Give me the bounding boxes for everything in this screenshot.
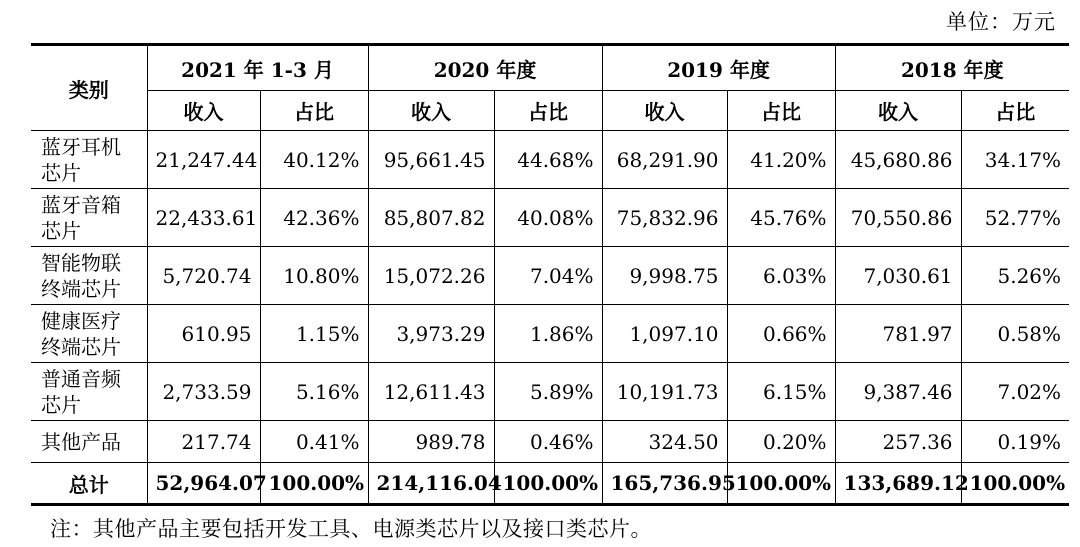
cell-share: 5.16% [260,363,368,421]
revenue-header: 收入 [835,91,961,131]
table-row [31,247,1069,305]
revenue-header: 收入 [147,91,260,131]
cell-revenue: 1,097.10 [602,305,727,363]
cell-share: 0.19% [961,421,1069,463]
cell-share: 1.15% [260,305,368,363]
table-row [31,131,1069,189]
share-header: 占比 [727,91,835,131]
cell-revenue: 2,733.59 [147,363,260,421]
cell-share: 0.46% [494,421,602,463]
unit-label: 单位：万元 [946,10,1056,34]
period-header-2021q1: 2021 年 1-3 月 [147,45,368,91]
cell-share: 5.89% [494,363,602,421]
cell-revenue: 9,387.46 [835,363,961,421]
cell-revenue: 324.50 [602,421,727,463]
cell-revenue: 85,807.82 [368,189,494,247]
cell-share: 6.03% [727,247,835,305]
revenue-table [31,43,1069,506]
total-revenue: 165,736.95 [602,463,727,505]
cell-revenue: 12,611.43 [368,363,494,421]
cell-revenue: 257.36 [835,421,961,463]
cell-revenue: 9,998.75 [602,247,727,305]
cell-share: 45.76% [727,189,835,247]
row-category: 其他产品 [31,421,147,463]
cell-revenue: 75,832.96 [602,189,727,247]
cell-revenue: 610.95 [147,305,260,363]
row-category: 蓝牙音箱芯片 [31,189,147,247]
cell-share: 0.41% [260,421,368,463]
cell-share: 42.36% [260,189,368,247]
total-revenue: 52,964.07 [147,463,260,505]
cell-revenue: 21,247.44 [147,131,260,189]
period-header-2018: 2018 年度 [835,45,1069,91]
cell-revenue: 7,030.61 [835,247,961,305]
share-header: 占比 [494,91,602,131]
table-row [31,363,1069,421]
row-category: 智能物联终端芯片 [31,247,147,305]
category-header: 类别 [31,45,147,131]
revenue-header: 收入 [602,91,727,131]
cell-revenue: 45,680.86 [835,131,961,189]
total-revenue: 133,689.12 [835,463,961,505]
cell-revenue: 5,720.74 [147,247,260,305]
cell-share: 40.12% [260,131,368,189]
footnote: 注：其他产品主要包括开发工具、电源类芯片以及接口类芯片。 [50,517,652,541]
row-category: 健康医疗终端芯片 [31,305,147,363]
cell-revenue: 781.97 [835,305,961,363]
cell-share: 0.58% [961,305,1069,363]
cell-share: 41.20% [727,131,835,189]
cell-share: 40.08% [494,189,602,247]
total-share: 100.00% [961,463,1069,505]
cell-share: 1.86% [494,305,602,363]
period-header-2020: 2020 年度 [368,45,602,91]
cell-revenue: 15,072.26 [368,247,494,305]
table-row [31,421,1069,463]
row-category: 普通音频芯片 [31,363,147,421]
cell-share: 6.15% [727,363,835,421]
cell-revenue: 3,973.29 [368,305,494,363]
cell-revenue: 68,291.90 [602,131,727,189]
total-label: 总计 [31,463,147,505]
total-row [31,463,1069,505]
share-header: 占比 [961,91,1069,131]
cell-share: 7.02% [961,363,1069,421]
metric-header-row [31,91,1069,131]
cell-share: 34.17% [961,131,1069,189]
cell-share: 52.77% [961,189,1069,247]
share-header: 占比 [260,91,368,131]
cell-share: 0.20% [727,421,835,463]
cell-share: 7.04% [494,247,602,305]
total-share: 100.00% [727,463,835,505]
total-share: 100.00% [260,463,368,505]
cell-share: 0.66% [727,305,835,363]
cell-revenue: 10,191.73 [602,363,727,421]
period-header-2019: 2019 年度 [602,45,835,91]
total-revenue: 214,116.04 [368,463,494,505]
table-row [31,189,1069,247]
total-share: 100.00% [494,463,602,505]
period-header-row [31,45,1069,91]
cell-revenue: 95,661.45 [368,131,494,189]
cell-share: 10.80% [260,247,368,305]
table-row [31,305,1069,363]
cell-revenue: 70,550.86 [835,189,961,247]
cell-share: 5.26% [961,247,1069,305]
cell-revenue: 217.74 [147,421,260,463]
cell-share: 44.68% [494,131,602,189]
cell-revenue: 22,433.61 [147,189,260,247]
cell-revenue: 989.78 [368,421,494,463]
row-category: 蓝牙耳机芯片 [31,131,147,189]
revenue-header: 收入 [368,91,494,131]
